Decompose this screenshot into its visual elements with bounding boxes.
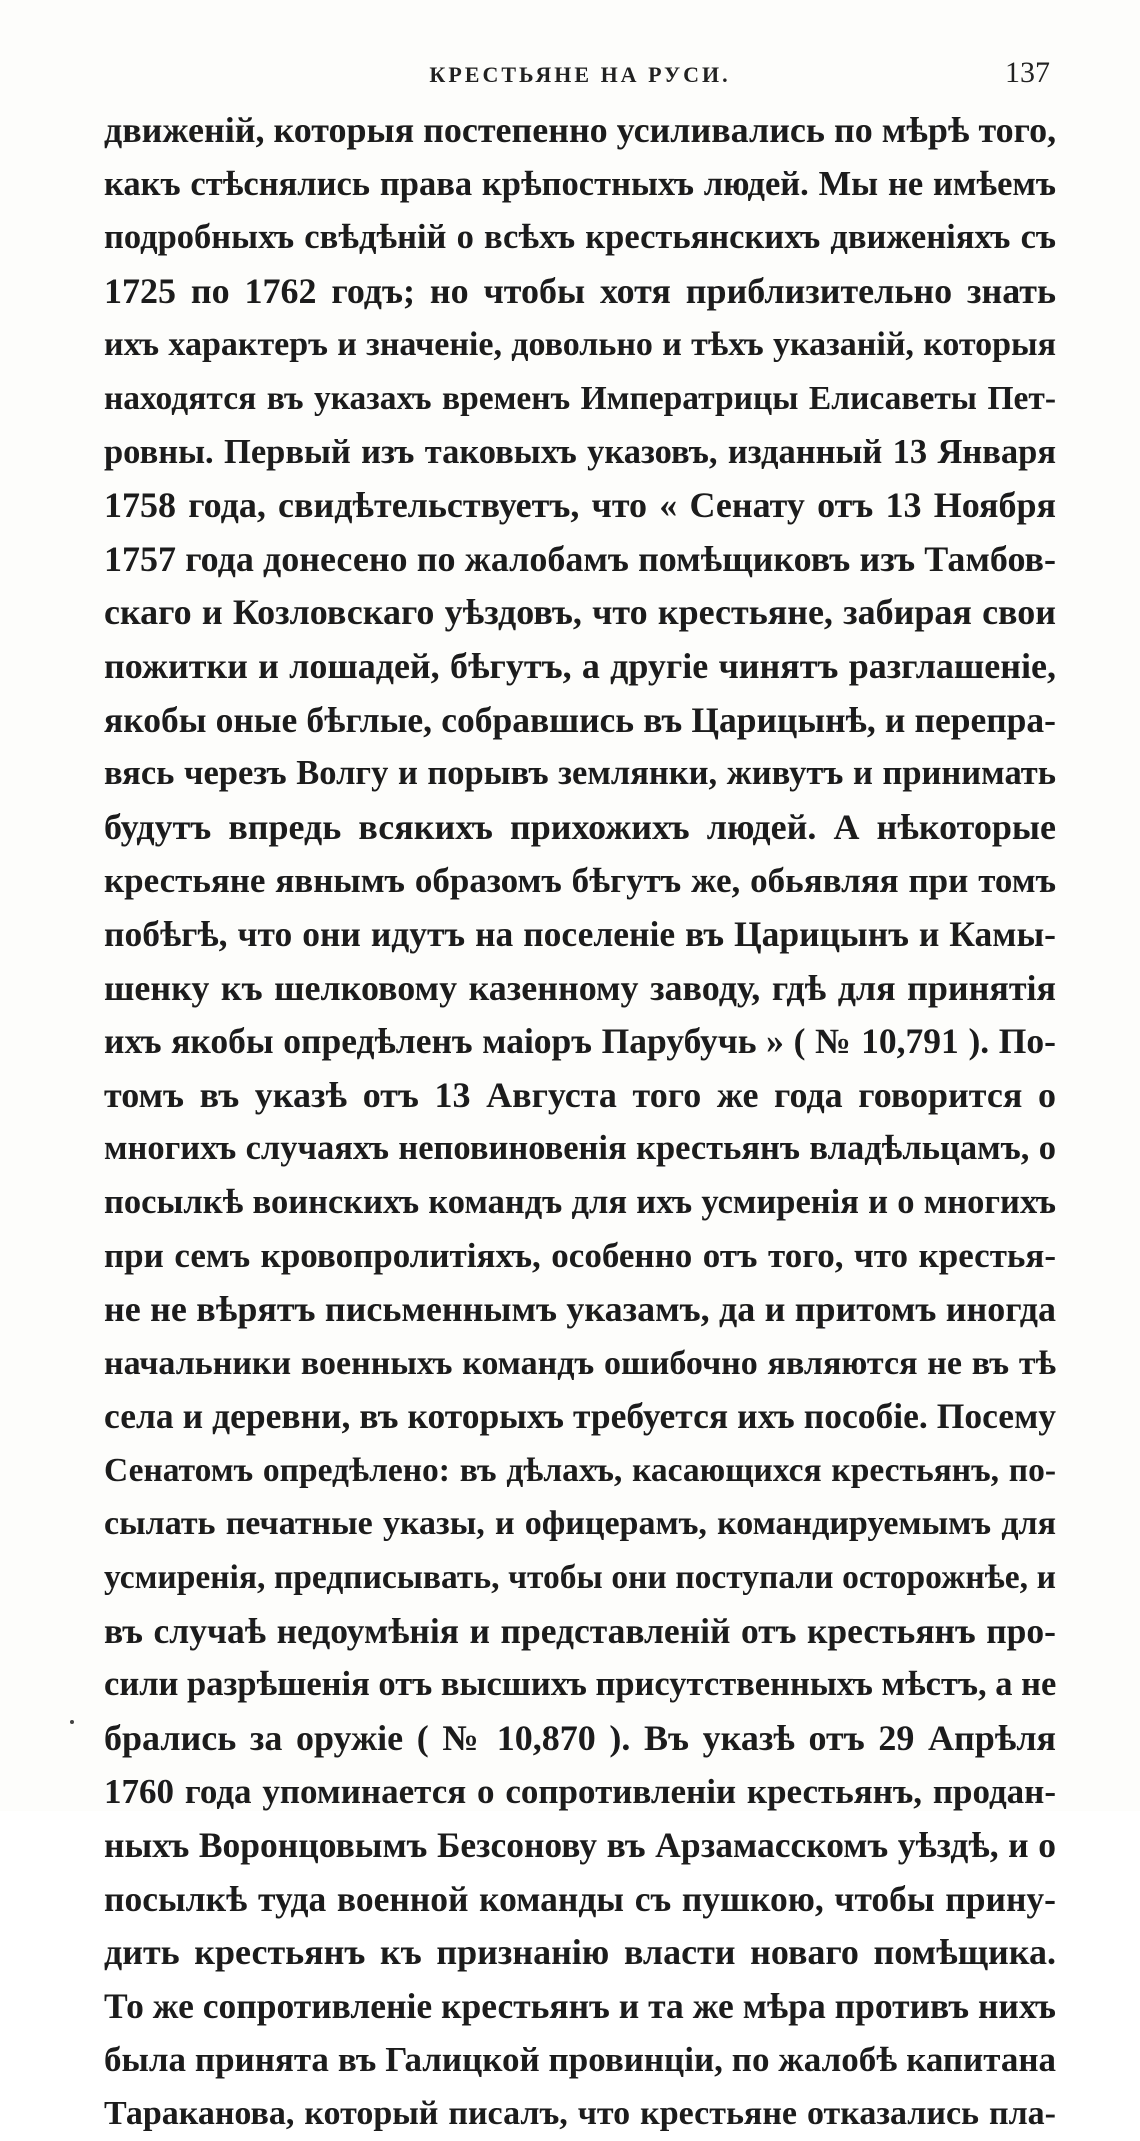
text-line: не не вѣрятъ письменнымъ указамъ, да и притомъ иногда — [104, 1289, 1056, 1330]
text-line: якобы оные бѣглые, собравшись въ Царицынѣ, и перепра- — [104, 699, 1056, 740]
text-line: какъ стѣснялись права крѣпостныхъ людей. Мы не имѣемъ — [104, 164, 1056, 203]
text-line: посылкѣ туда военной команды съ пушкою, чтобы прину- — [104, 1878, 1056, 1919]
text-line: шенку къ шелковому казенному заводу, гдѣ для принятія — [104, 967, 1056, 1008]
paper-speck — [70, 1720, 74, 1724]
running-title: КРЕСТЬЯНЕ НА РУСИ. — [429, 62, 731, 87]
text-line: скаго и Козловскаго уѣздовъ, что крестьяне, забирая свои — [104, 592, 1056, 633]
body-text — [104, 104, 1056, 2141]
text-line: крестьяне явнымъ образомъ бѣгутъ же, обьявляя при томъ — [104, 861, 1056, 901]
text-line: сили разрѣшенія отъ высшихъ присутственныхъ мѣстъ, а не — [104, 1665, 1056, 1704]
text-line: ихъ характеръ и значеніе, довольно и тѣхъ указаній, которыя — [104, 326, 1056, 364]
text-line: сылать печатные указы, и офицерамъ, командируемымъ для — [104, 1505, 1056, 1543]
text-line: ихъ якобы опредѣленъ маіоръ Парубучь » ( № 10,791 ). По- — [104, 1021, 1056, 1062]
text-line: 1757 года донесено по жалобамъ помѣщиковъ изъ Тамбов- — [104, 538, 1056, 579]
text-line: была принята въ Галицкой провинціи, по жалобѣ капитана — [104, 2040, 1056, 2080]
text-line: 1758 года, свидѣтельствуетъ, что « Сенату отъ 13 Ноября — [104, 485, 1056, 526]
running-header — [100, 56, 1060, 96]
text-line: пожитки и лошадей, бѣгутъ, а другіе чинятъ разглашеніе, — [104, 645, 1056, 686]
text-line: при семъ кровопролитіяхъ, особенно отъ того, что крестья- — [104, 1236, 1056, 1276]
text-line: посылкѣ воинскихъ командъ для ихъ усмиренія и о многихъ — [104, 1182, 1056, 1221]
text-line: То же сопротивленіе крестьянъ и та же мѣра противъ нихъ — [104, 1985, 1056, 2026]
text-line: села и деревни, въ которыхъ требуется ихъ пособіе. Посему — [104, 1396, 1056, 1437]
page-number: 137 — [1005, 56, 1050, 89]
text-line: ровны. Первый изъ таковыхъ указовъ, изданный 13 Января — [104, 432, 1056, 471]
text-line: будутъ впредь всякихъ прихожихъ людей. А нѣкоторые — [104, 806, 1056, 847]
text-line: усмиренія, предписывать, чтобы они поступали осторожнѣе, и — [104, 1559, 1056, 1597]
text-line: ныхъ Воронцовымъ Безсонову въ Арзамасскомъ уѣздѣ, и о — [104, 1825, 1056, 1865]
text-line: многихъ случаяхъ неповиновенія крестьянъ владѣльцамъ, о — [104, 1129, 1056, 1168]
text-line: находятся въ указахъ временъ Императрицы Елисаветы Пет- — [104, 379, 1056, 417]
text-line: въ случаѣ недоумѣнія и представленій отъ крестьянъ про- — [104, 1610, 1056, 1651]
text-line: Тараканова, который писалъ, что крестьяне отказались пла- — [104, 2094, 1056, 2132]
text-line: побѣгѣ, что они идутъ на поселеніе въ Царицынъ и Камы- — [104, 913, 1056, 954]
text-line: подробныхъ свѣдѣній о всѣхъ крестьянскихъ движеніяхъ съ — [104, 218, 1056, 257]
text-line: 1760 года упоминается о сопротивленіи крестьянъ, продан- — [104, 1772, 1056, 1812]
text-line: 1725 по 1762 годъ; но чтобы хотя приблизительно знать — [104, 270, 1056, 311]
text-line: вясь черезъ Волгу и порывъ землянки, живутъ и принимать — [104, 754, 1056, 793]
text-line: начальники военныхъ командъ ошибочно являются не въ тѣ — [104, 1344, 1056, 1382]
text-line: Сенатомъ опредѣлено: въ дѣлахъ, касающихся крестьянъ, по- — [104, 1451, 1056, 1489]
text-line: дить крестьянъ къ признанію власти новаго помѣщика. — [104, 1932, 1056, 1973]
text-line: брались за оружіе ( № 10,870 ). Въ указѣ отъ 29 Апрѣля — [104, 1717, 1056, 1758]
text-line: движеній, которыя постепенно усиливались по мѣрѣ того, — [104, 110, 1056, 150]
text-line: томъ въ указѣ отъ 13 Августа того же года говорится о — [104, 1074, 1056, 1115]
